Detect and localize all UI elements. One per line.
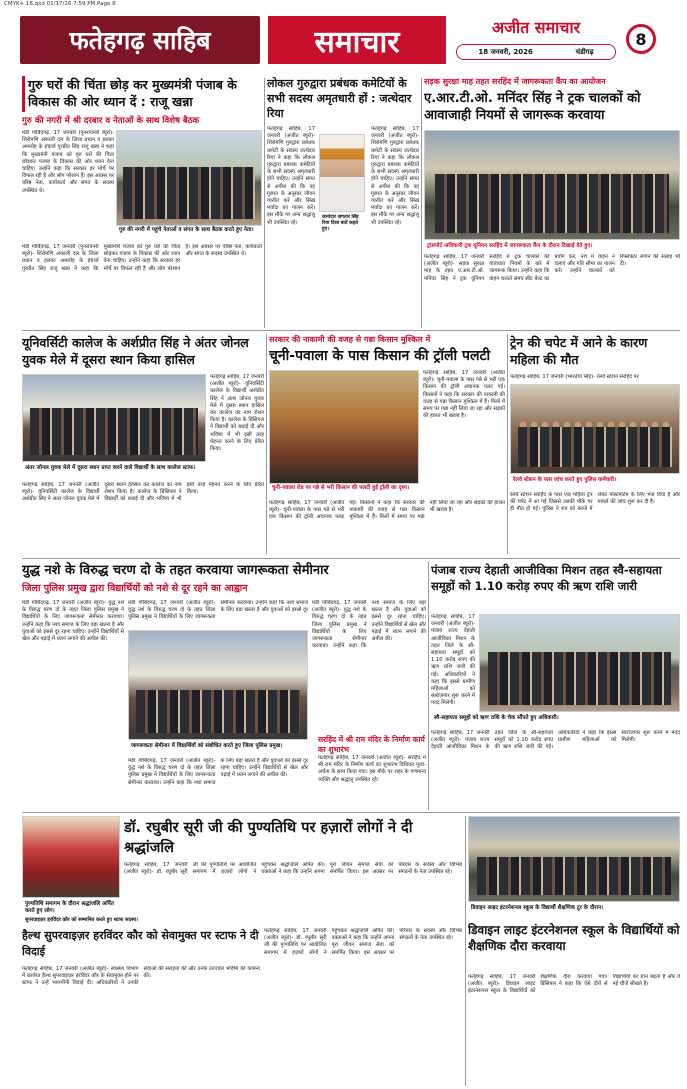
photo-tribute-ceremony [22, 816, 120, 898]
photo-school-tour [468, 816, 680, 902]
body-text: मंडी गोबिंदगढ़, 17 जनवरी (पुनरायनरी ब्यूरो)- शिरोमणि अकाली दल के जिला प्रधान व हलका अमलोह के इंचार्ज गुरप्रीत सिंह राजू खन्ना ने कहा कि मुख्यमंत्री पंजाब को गुरु घरों की चिंता छोड़कर पंजाब के विकास की ओर ध्यान देना चाहिए। उन्होंने कहा कि सरकार हर मोर्चे पर विफल रही है और लोग परेशान हैं। इस अवसर पर वरिष्ठ नेता, कार्यकर्ता और संगत के सदस्य उपस्थित थे। [22, 130, 114, 194]
article-ram-mandir [318, 735, 426, 810]
section-title: फतेहगढ़ साहिब [69, 26, 211, 55]
section-label-box [268, 16, 446, 64]
photo-shg-cheques [479, 614, 680, 712]
body-text-continued: फतेहगढ़ साहिब, 17 जनवरी (अजीत ब्यूरो)- डॉ. रघुबीर सूरी जी की पुण्यतिथि पर आयोजित समागम में हज़ारों लोगों ने पहुंचकर श्रद्धांजलि अर्पित की। वक्ताओं ने कहा कि उन्होंने अपना पूरा जीवन समाज सेवा को समर्पित किया। इस अवसर पर परिवार के सदस्य और विभिन्न संगठनों के नेता उपस्थित रहे। [264, 928, 462, 956]
issue-date: 18 जनवरी, 2026 [478, 47, 533, 56]
headline-secondary: हैल्थ सुपरवाइज़र हरविंदर कौर को सेवामुक्त पर स्टाफ ने दी विदाई [22, 929, 259, 958]
photo-awareness-camp [424, 130, 680, 240]
body-col-1: मंडी गोबिंदगढ़, 17 जनवरी (अजीत ब्यूरो)- युद्ध नशे के विरुद्ध चरण दो के तहत जिला पुलिस प्रमुख ने विद्यार्थियों के लिए जागरूकता सेमीनार करवाया। उन्होंने कहा कि नशा समाज के लिए बड़ा खतरा है और युवाओं को इससे दूर रहना चाहिए। उन्होंने विद्यार्थियों से खेल और पढ़ाई में ध्यान लगाने की अपील की। [22, 600, 124, 643]
lead-text: फतेहगढ़ साहिब, 17 जनवरी (भारतीय सिंह)- रेलवे स्टेशन सरहिंद पर [510, 374, 639, 380]
kicker: सरकार की नाकामी की वजह से गन्ना किसान मुश्किल में [269, 335, 431, 344]
headline: डॉ. रघुबीर सूरी जी की पुण्यतिथि पर हज़ारों लोगों ने दी श्रद्धांजलि [124, 820, 413, 856]
headline: यूनिवर्सिटी कालेज के अर्शप्रीत सिंह ने अंतर जोनल युवक मेले में दूसरा स्थान किया हासिल [22, 335, 249, 367]
headline: ए.आर.टी.ओ. मनिंदर सिंह ने ट्रक चालकों को आवाजाही नियमों से जागरूक करवाया [424, 91, 641, 123]
paper-name: अजीत समाचार [491, 18, 581, 37]
photo-students-group [22, 374, 206, 462]
section-label: समाचार [314, 24, 400, 60]
body-text: फतेहगढ़ साहिब, 17 जनवरी (अजीत ब्यूरो)- चूनी-पवाला के पास गन्ने से भरी एक किसान की ट्रॉली अचानक पलट गई। किसानों ने कहा कि सरकार की नाकामी की वजह से गन्ना किसान मुश्किल में हैं। मिलों में समय पर गन्ना नहीं लिया जा रहा और सड़कों की हालत भी खराब है। [269, 500, 505, 521]
body-secondary: फतेहगढ़ साहिब, 17 जनवरी (अजीत ब्यूरो)- स्वास्थ्य विभाग में कार्यरत हैल्थ सुपरवाइज़र हरविंदर कौर के सेवामुक्त होने पर स्टाफ ने उन्हें भावभीनी विदाई दी। अधिकारियों ने उनकी सेवाओं की सराहना की और उनके उज्ज्वल भविष्य की कामना की। [22, 966, 260, 987]
article-divine-light-school [468, 816, 680, 1086]
photo-overturned-trolley [269, 370, 419, 484]
article-raju-khanna [22, 76, 262, 328]
kicker: सरहिंद में श्री राम मंदिर के निर्माण कार्य का शुभारंभ [318, 735, 425, 754]
headline: ट्रेन की चपेट में आने के कारण महिला की मौत [510, 335, 648, 367]
photo-caption: डिवाइन लाइट इंटरनेशनल स्कूल के विद्यार्थी शैक्षणिक टूर के दौरान। [471, 905, 604, 911]
photo-jathedar-portrait [319, 134, 365, 212]
photo-caption: जत्थेदार जगतार सिंह रिया दिव्य बातें कहते हुए। [322, 215, 359, 232]
photo-caption: ट्रांसपोर्ट अधिकारी ट्रक यूनियन सरहिंद में जागरूकता कैंप के दौरान दिखाई देते हुए। [427, 243, 593, 249]
body-text: फतेहगढ़ साहिब, 17 जनवरी (अजीत ब्यूरो)- सरहिंद में श्री राम मंदिर के निर्माण कार्य का शुभारंभ विधिवत पूजा-अर्चना के साथ किया गया। इस मौके पर शहर के गणमान्य व्यक्ति और श्रद्धालु उपस्थित रहे। [318, 755, 426, 783]
body-text: फतेहगढ़ साहिब, 17 जनवरी (अजीत ब्यूरो)- डॉ. रघुबीर सूरी जी की पुण्यतिथि पर आयोजित समागम में हज़ारों लोगों ने पहुंचकर श्रद्धांजलि अर्पित की। वक्ताओं ने कहा कि उन्होंने अपना पूरा जीवन समाज सेवा को समर्पित किया। इस अवसर पर परिवार के सदस्य और विभिन्न संगठनों के नेता उपस्थित रहे। [124, 862, 462, 876]
page-number: 8 [626, 24, 656, 54]
photo-caption: रेलवे स्टेशन के पास जांच करते हुए पुलिस कर्मचारी। [513, 477, 617, 483]
headline: युद्ध नशे के विरुद्ध चरण दो के तहत करवाया जागरूकता सेमीनार [22, 563, 329, 578]
photo-meeting-group [116, 130, 262, 226]
photo-seminar-students [128, 630, 308, 740]
kicker: सड़क सुरक्षा माह तहत सरहिंद में जागरूकता कैंप का आयोजन [424, 77, 606, 86]
print-info-strip: CMYK+ 18.qxd 01/17/26 7:59 PM Page 8 [4, 1, 116, 7]
photo-caption: अंतर जोनल युवक मेले में दूसरा स्थान प्राप्त करने वाले विद्यार्थी के साथ कालेज स्टाफ। [25, 465, 196, 471]
article-dr-raghubir-suri [22, 816, 462, 1086]
masthead [20, 12, 680, 72]
article-sugarcane-trolley [269, 334, 505, 564]
photo-caption: पुण्यतिथि समागम के दौरान श्रद्धांजलि अर्पित करते हुए लोग। [25, 901, 114, 914]
photo-railway-station [510, 384, 680, 474]
body-text-continued: मंडी गोबिंदगढ़, 17 जनवरी (पुनरायनरी ब्यूरो)- शिरोमणि अकाली दल के जिला प्रधान व हलका अमलोह के इंचार्ज गुरप्रीत सिंह राजू खन्ना ने कहा कि मुख्यमंत्री पंजाब को गुरु घरों की चिंता छोड़कर पंजाब के विकास की ओर ध्यान देना चाहिए। उन्होंने कहा कि सरकार हर मोर्चे पर विफल रही है और लोग परेशान हैं। इस अवसर पर वरिष्ठ नेता, कार्यकर्ता और संगत के सदस्य उपस्थित थे। [22, 244, 262, 272]
headline: पंजाब राज्य देहाती आजीविका मिशन तहत स्वै-सहायता समूहों को 1.10 करोड़ रुपए की ऋण राशि जारी [431, 563, 662, 593]
body-text-right: फतेहगढ़ साहिब, 17 जनवरी (अजीत ब्यूरो)- शिरोमणि गुरुद्वारा प्रबंधक कमेटी के सदस्य जत्थेदार रिया ने कहा कि लोकल गुरुद्वारा प्रबंधक कमेटियों के सभी सदस्य अमृतधारी होने चाहिए। उन्होंने संगत से अपील की कि वह गुरमत के अनुसार जीवन व्यतीत करें और सिख मर्यादा का पालन करें। इस मौके पर अन्य श्रद्धालु भी उपस्थित रहे। [371, 126, 419, 226]
photo-caption-secondary: सुपरवाइज़र हरविंदर कौर को सम्मानित करते हुए स्टाफ सदस्य। [25, 917, 138, 923]
body-text: फतेहगढ़ साहिब, 17 जनवरी (अजीत ब्यूरो)- सड़क सुरक्षा माह के तहत ए.आर.टी.ओ. मनिंदर सिंह ने ट्रक यूनियन सरहिंद में ट्रक चालकों को यातायात नियमों के बारे में जागरूक किया। उन्होंने कहा कि वाहन चलाते समय सीट बेल्ट का प्रयोग करें, नशे में वाहन न चलाएं और गति सीमा का पालन करें। उन्होंने चालकों को रिफ्लेक्टर लगाने की सलाह भी दी। [424, 254, 680, 282]
article-arto-trucks [424, 76, 680, 328]
headline: डिवाइन लाइट इंटरनेशनल स्कूल के विद्यार्थियों को शैक्षणिक दौरा करवाया [468, 923, 680, 953]
photo-caption: स्वै-सहायता समूहों को ऋण राशि के चेक सौंपते हुए अधिकारी। [434, 715, 559, 721]
body-text: फतेहगढ़ साहिब, 17 जनवरी (अजीत ब्यूरो)- शिरोमणि गुरुद्वारा प्रबंधक कमेटी के सदस्य जत्थेदार रिया ने कहा कि लोकल गुरुद्वारा प्रबंधक कमेटियों के सभी सदस्य अमृतधारी होने चाहिए। उन्होंने संगत से अपील की कि वह गुरमत के अनुसार जीवन व्यतीत करें और सिख मर्यादा का पालन करें। इस मौके पर अन्य श्रद्धालु भी उपस्थित रहे। [267, 126, 315, 226]
article-livelihood-mission [431, 562, 680, 810]
section-title-box [20, 16, 260, 64]
body-text: फतेहगढ़ साहिब, 17 जनवरी (अजीत ब्यूरो)- डिवाइन लाइट इंटरनेशनल स्कूल के विद्यार्थियों को शैक्षणिक दौरा करवाया गया। प्रिंसिपल ने कहा कि ऐसे दौरों से विद्यार्थियों का ज्ञान बढ़ता है और वे नई चीजें सीखते हैं। [468, 974, 680, 995]
date-bar [456, 44, 616, 60]
body-text: फतेहगढ़ साहिब, 17 जनवरी (अजीत ब्यूरो)- पंजाब राज्य देहाती आजीविका मिशन के तहत जिले के स्वै-सहायता समूहों को 1.10 करोड़ रुपए की ऋण राशि जारी की गई। अधिकारियों ने कहा कि इससे ग्रामीण महिलाओं को स्वरोजगार शुरू करने में मदद मिलेगी। [431, 730, 680, 751]
body-text: फतेहगढ़ साहिब, 17 जनवरी (अजीत ब्यूरो)- यूनिवर्सिटी कालेज के विद्यार्थी अर्शप्रीत सिंह ने अंतर जोनल युवक मेले में दूसरा स्थान हासिल कर कालेज का नाम रोशन किया है। कालेज के प्रिंसिपल ने विद्यार्थी को बधाई दी और भविष्य में भी इसी तरह मेहनत करने के लिए प्रेरित किया। [22, 482, 264, 503]
photo-caption: जागरूकता सेमीनार में विद्यार्थियों को संबोधित करते हुए जिला पुलिस प्रमुख। [131, 743, 283, 749]
body-col-4: मंडी गोबिंदगढ़, 17 जनवरी (अजीत ब्यूरो)- युद्ध नशे के विरुद्ध चरण दो के तहत जिला पुलिस प्रमुख ने विद्यार्थियों के लिए जागरूकता सेमीनार करवाया। उन्होंने कहा कि नशा समाज के लिए बड़ा खतरा है और युवाओं को इससे दूर रहना चाहिए। उन्होंने विद्यार्थियों से खेल और पढ़ाई में ध्यान लगाने की अपील की। [312, 600, 426, 650]
body-text-side: फतेहगढ़ साहिब, 17 जनवरी (अजीत ब्यूरो)- यूनिवर्सिटी कालेज के विद्यार्थी अर्शप्रीत सिंह ने अंतर जोनल युवक मेले में दूसरा स्थान हासिल कर कालेज का नाम रोशन किया है। कालेज के प्रिंसिपल ने विद्यार्थी को बधाई दी और भविष्य में भी इसी तरह मेहनत करने के लिए प्रेरित किया। [210, 374, 264, 453]
article-train-accident [510, 334, 680, 554]
article-jathedar-riya [267, 76, 419, 328]
headline: गुरु घरों की चिंता छोड़ कर मुख्यमंत्री पंजाब के विकास की ओर ध्यान दें : राजू खन्ना [22, 76, 262, 112]
article-university-youth-fest [22, 334, 264, 554]
city-name: चंडीगढ़ [575, 47, 594, 56]
body-col-2: मंडी गोबिंदगढ़, 17 जनवरी (अजीत ब्यूरो)- युद्ध नशे के विरुद्ध चरण दो के तहत जिला पुलिस प्रमुख ने विद्यार्थियों के लिए जागरूकता सेमीनार करवाया। उन्होंने कहा कि नशा समाज के लिए बड़ा खतरा है और युवाओं को इससे दूर [128, 600, 308, 621]
headline: लोकल गुरुद्वारा प्रबंधक कमेटियों के सभी सदस्य अमृतधारी हों : जत्थेदार रिया [267, 77, 412, 120]
body-side: फतेहगढ़ साहिब, 17 जनवरी (अजीत ब्यूरो)- पंजाब राज्य देहाती आजीविका मिशन के तहत जिले के स्वै-सहायता समूहों को 1.10 करोड़ रुपए की ऋण राशि जारी की गई। अधिकारियों ने कहा कि इससे ग्रामीण महिलाओं को स्वरोजगार शुरू करने में मदद मिलेगी। [431, 614, 475, 707]
subhead: जिला पुलिस प्रमुख द्वारा विद्यार्थियों को नशे से दूर रहने का आह्वान [22, 583, 248, 594]
photo-caption: गुरु की नगरी में पहुंचे नेताओं व संगत के साथ बैठक करते हुए नेता। [119, 227, 254, 233]
photo-caption: चूनी-पवाला रोड पर गन्ने से भरी किसान की पलटी हुई ट्रॉली का दृश्य। [272, 485, 410, 491]
body-text: रेलवे स्टेशन सरहिंद के पास एक महिला ट्रेन की चपेट में आ गई जिससे उसकी मौके पर ही मौत हो गई। पुलिस ने शव को कब्जे में लेकर पोस्टमार्टम के लिए भेज दिया है और मामले की जांच शुरू कर दी है। [510, 492, 680, 513]
subhead: गुरु की नगरी में श्री दरबार व नेताओं के साथ विशेष बैठक [22, 116, 200, 126]
body-text-side: फतेहगढ़ साहिब, 17 जनवरी (अजीत ब्यूरो)- चूनी-पवाला के पास गन्ने से भरी एक किसान की ट्रॉली अचानक पलट गई। किसानों ने कहा कि सरकार की नाकामी की वजह से गन्ना किसान मुश्किल में हैं। मिलों में समय पर गन्ना नहीं लिया जा रहा और सड़कों की हालत भी खराब है। [423, 370, 505, 420]
headline: चूनी-पवाला के पास किसान की ट्रॉली पलटी [269, 348, 491, 364]
body-col-3: मंडी गोबिंदगढ़, 17 जनवरी (अजीत ब्यूरो)- युद्ध नशे के विरुद्ध चरण दो के तहत जिला पुलिस प्रमुख ने विद्यार्थियों के लिए जागरूकता सेमीनार करवाया। उन्होंने कहा कि नशा समाज के लिए बड़ा खतरा है और युवाओं को इससे दूर रहना चाहिए। उन्होंने विद्यार्थियों से खेल और पढ़ाई में ध्यान लगाने की अपील की। [128, 758, 308, 786]
